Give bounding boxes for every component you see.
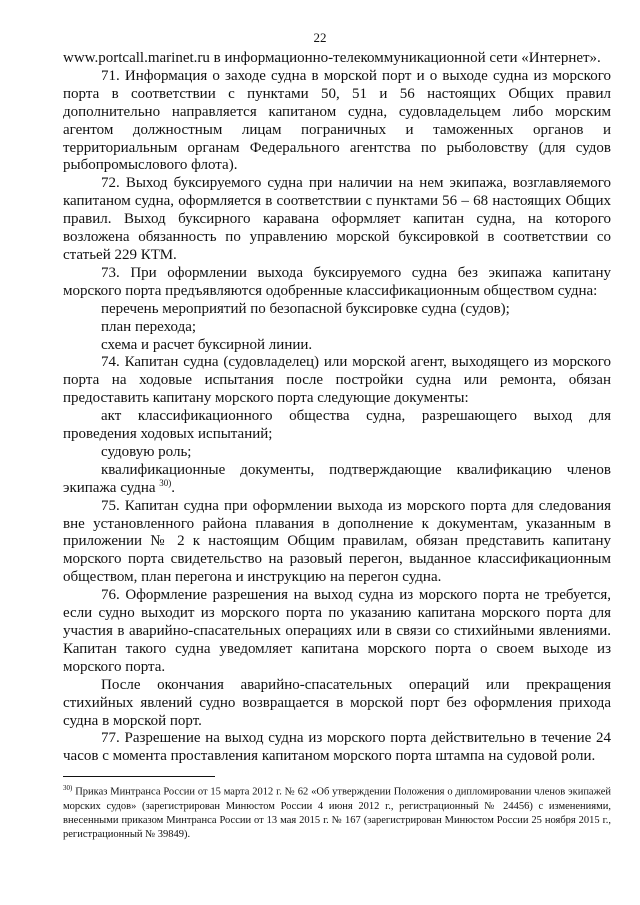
footnote-divider [63, 776, 215, 777]
paragraph-74: 74. Капитан судна (судовладелец) или морской агент, выходящего из морского порта на ходовые испытания после постройки судна или ремонта, обязан предоставить капитану морского порта следующие документы: [63, 354, 611, 407]
paragraph-76: 76. Оформление разрешения на выход судна из морского порта не требуется, если судно выходит из морского порта по указанию капитана морского порта для участия в аварийно-спасательных операциях или в связи со стихийными явлениями. Капитан такого судна уведомляет капитана морского порта о своем выходе из морского порта. [63, 587, 611, 675]
list-item-safety-measures: перечень мероприятий по безопасной буксировке судна (судов); [101, 300, 510, 317]
paragraph-75: 75. Капитан судна при оформлении выхода из морского порта для следования вне установленного района плавания в дополнение к документам, указанным в приложении № 2 к настоящим Общим правилам, обязан представить капитану морского порта свидетельство на разовый перегон, выданное классификационным обществом, план перегона и инструкцию на перегон судна. [63, 497, 611, 586]
footnote-reference: 30) [159, 477, 172, 488]
list-item-qualification-docs: квалификационные документы, подтверждающие квалификацию членов экипажа судна $^{30)}$. [63, 461, 611, 496]
paragraph-72: 72. Выход буксируемого судна при наличии на нем экипажа, возглавляемого капитаном судна, оформляется в соответствии с пунктами 56 – 68 настоящих Общих правил. Выход буксирного каравана оформляет капитан судна, на которого возложена обязанность по управлению морской буксировкой в соответствии со статьей 229 КТМ. [63, 175, 611, 263]
list-item-crew-list: судовую роль; [101, 443, 192, 460]
paragraph-73: 73. При оформлении выхода буксируемого судна без экипажа капитану морского порта предъявляются одобренные классификационным обществом судна: [63, 264, 611, 299]
list-item-towline-scheme: схема и расчет буксирной линии. [101, 336, 313, 353]
footnote-marker: 30) [63, 784, 73, 792]
paragraph-71: 71. Информация о заходе судна в морской порт и о выходе судна из морского порта в соответствии с пунктами 50, 51 и 56 настоящих Общих правил дополнительно направляется капитаном судна, судовладельцем либо морским агентом должностным лицам пограничных и таможенных органов и территориальным органам Федерального агентства по рыболовству (для судов рыбопромыслового флота). [63, 67, 611, 174]
paragraph-76-continued: После окончания аварийно-спасательных операций или прекращения стихийных явлений судно возвращается в морской порт без оформления прихода судна в морской порт. [63, 676, 611, 729]
page-number: 22 [313, 30, 327, 45]
paragraph-77: 77. Разрешение на выход судна из морского порта действительно в течение 24 часов с момента проставления капитаном морского порта штампа на судовой роли. [63, 730, 611, 765]
list-item-passage-plan: план перехода; [101, 318, 197, 335]
footnote-30: $^{30)}$ Приказ Минтранса России от 15 марта 2012 г. № 62 «Об утверждении Положения о дипломировании членов экипажей морских судов» (зарегистрирован Минюстом России 4 июня 2012 г., регистрационный № 24456) с изменениями, внесенными приказом Минтранса России от 13 мая 2015 г. № 167 (зарегистрирован Минюстом России 25 ноября 2015 г., регистрационный № 39849). [63, 784, 611, 840]
body-text [63, 50, 611, 766]
list-item-class-act: акт классификационного общества судна, разрешающего выход для проведения ходовых испытаний; [63, 408, 611, 443]
paragraph-url-continuation: www.portcall.marinet.ru в информационно-телекоммуникационной сети «Интернет». [63, 50, 601, 66]
